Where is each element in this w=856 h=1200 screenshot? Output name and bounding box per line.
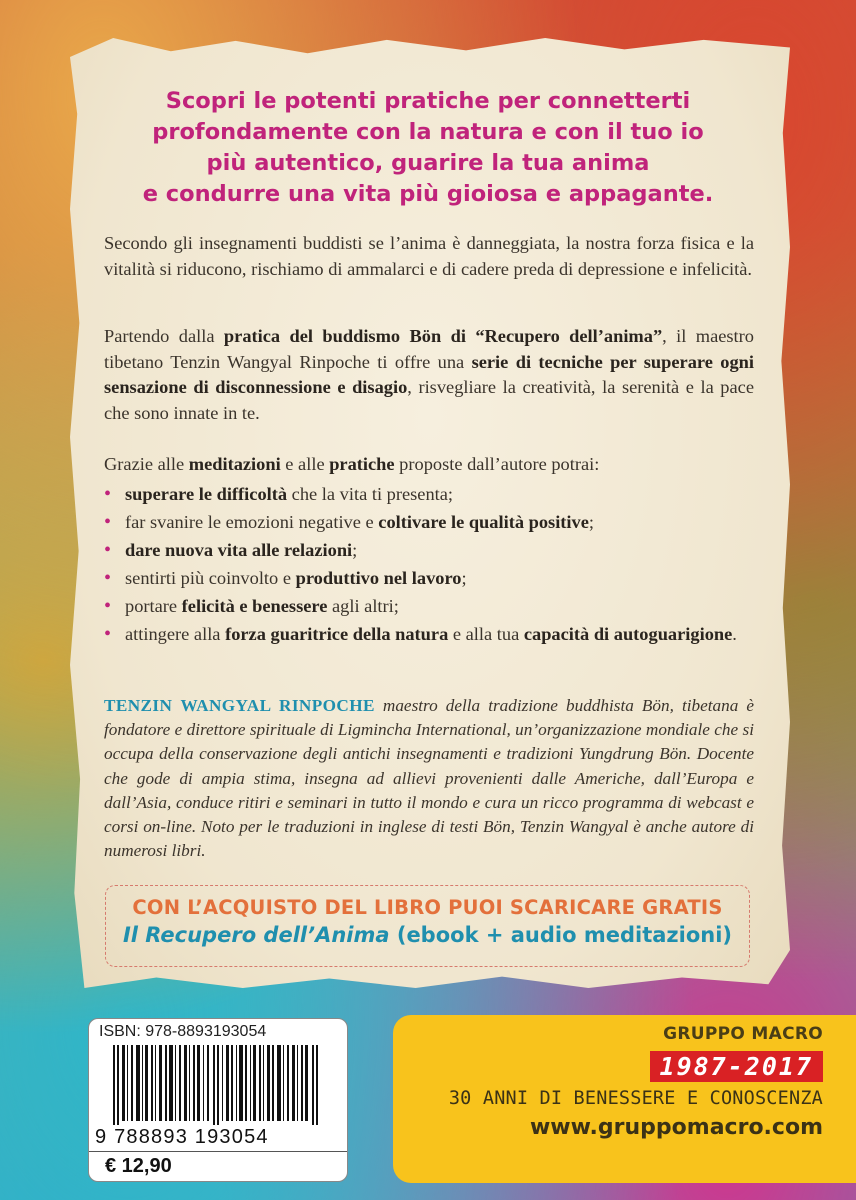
practices-list xyxy=(104,482,754,650)
text-run: ; xyxy=(461,568,467,588)
paragraph-bon-practice xyxy=(104,324,754,426)
list-item xyxy=(104,594,754,620)
bullet-icon: • xyxy=(104,511,112,533)
list-item xyxy=(104,482,754,508)
text-run: e alle xyxy=(280,454,330,474)
download-offer-box xyxy=(105,885,750,967)
divider xyxy=(89,1151,347,1152)
bold-run: superare le difficoltà xyxy=(125,484,288,504)
list-item xyxy=(104,538,754,564)
text-run: che la vita ti presenta; xyxy=(287,484,454,504)
text-run: . xyxy=(732,624,737,644)
barcode-icon xyxy=(109,1045,331,1125)
text-run: attingere alla xyxy=(125,624,226,644)
bullet-icon: • xyxy=(104,483,112,505)
author-bio-text: maestro della tradizione buddhista Bön, tibetana è fondatore e direttore spirituale di Ligmincha International, un’organizzazione mondiale che si occupa della conservazione degli antichi insegnamenti e tradizioni Yungdrung Bön. Docente che gode di ampia stima, insegna ad allievi provenienti dalle Americhe, dall’Europa e dall’Asia, conduce ritiri e seminari in tutto il mondo e cura un ricco programma di webcast e corsi on-line. Noto per le traduzioni in inglese di testi Bön, Tenzin Wangyal è anche autore di numerosi libri. xyxy=(104,696,755,861)
intro-line: e condurre una vita più gioiosa e appagante. xyxy=(142,181,714,207)
publisher-banner xyxy=(393,1015,856,1183)
bold-run: forza guaritrice della natura xyxy=(225,624,449,644)
intro-line: più autentico, guarire la tua anima xyxy=(206,150,650,176)
bold-run: felicità e benessere xyxy=(181,596,328,616)
text-run: proposte dall’autore potrai: xyxy=(394,454,600,474)
list-item xyxy=(104,566,754,592)
intro-line: Scopri le potenti pratiche per connetterti xyxy=(165,88,691,114)
text-run: , risvegliare la creatività, la serenità e la pace che sono innate in te. xyxy=(104,377,754,423)
bold-run: coltivare le qualità positive xyxy=(378,512,589,532)
author-bio xyxy=(104,694,754,863)
publisher-tagline: 30 ANNI DI BENESSERE E CONOSCENZA xyxy=(448,1088,823,1109)
offer-title: Il Recupero dell’Anima xyxy=(122,923,390,947)
text-run: portare xyxy=(125,596,182,616)
bullet-icon: • xyxy=(104,623,112,645)
text-run: ; xyxy=(352,540,358,560)
intro-headline xyxy=(110,86,746,210)
text-run: Grazie alle xyxy=(104,454,189,474)
text-run: , il maestro tibetano Tenzin Wangyal Rinpoche ti offre una xyxy=(104,326,754,372)
text-run: ; xyxy=(588,512,595,532)
author-name: TENZIN WANGYAL RINPOCHE xyxy=(104,696,375,715)
bold-run: pratiche xyxy=(329,454,395,474)
bullet-icon: • xyxy=(104,595,112,617)
isbn-label: ISBN: 978-8893193054 xyxy=(99,1023,267,1040)
text-run: sentirti più coinvolto e xyxy=(125,568,296,588)
publisher-name: GRUPPO MACRO xyxy=(663,1024,823,1044)
text-run: agli altri; xyxy=(327,596,399,616)
intro-line: profondamente con la natura e con il tuo io xyxy=(152,119,704,145)
bold-run: dare nuova vita alle relazioni xyxy=(125,540,353,560)
offer-suffix: (ebook + audio meditazioni) xyxy=(389,923,733,947)
bullet-icon: • xyxy=(104,539,112,561)
barcode-number: 9 788893 193054 xyxy=(95,1126,269,1148)
bullet-icon: • xyxy=(104,567,112,589)
text-run: Partendo dalla xyxy=(104,326,224,346)
bold-run: capacità di autoguarigione xyxy=(523,624,733,644)
offer-headline: CON L’ACQUISTO DEL LIBRO PUOI SCARICARE GRATIS xyxy=(132,896,723,919)
price-label: € 12,90 xyxy=(105,1155,172,1177)
bold-run: pratica del buddismo Bön di “Recupero dell’anima” xyxy=(223,326,663,346)
barcode-box xyxy=(88,1018,348,1182)
paragraph-list-intro xyxy=(104,452,754,478)
list-item xyxy=(104,622,754,648)
offer-product xyxy=(106,923,749,947)
paragraph-soul-damage: Secondo gli insegnamenti buddisti se l’anima è danneggiata, la nostra forza fisica e la vitalità si riducono, rischiamo di ammalarci e di cadere preda di depressione e infelicità. xyxy=(104,233,754,279)
text-run: e alla tua xyxy=(448,624,524,644)
text-run: far svanire le emozioni negative e xyxy=(125,512,379,532)
bold-run: produttivo nel lavoro xyxy=(295,568,462,588)
bold-run: meditazioni xyxy=(188,454,281,474)
anniversary-years: 1987-2017 xyxy=(650,1051,823,1082)
bold-run: serie di tecniche per superare ogni sensazione di disconnessione e disagio xyxy=(104,351,754,397)
list-item xyxy=(104,510,754,536)
publisher-website: www.gruppomacro.com xyxy=(529,1115,823,1140)
